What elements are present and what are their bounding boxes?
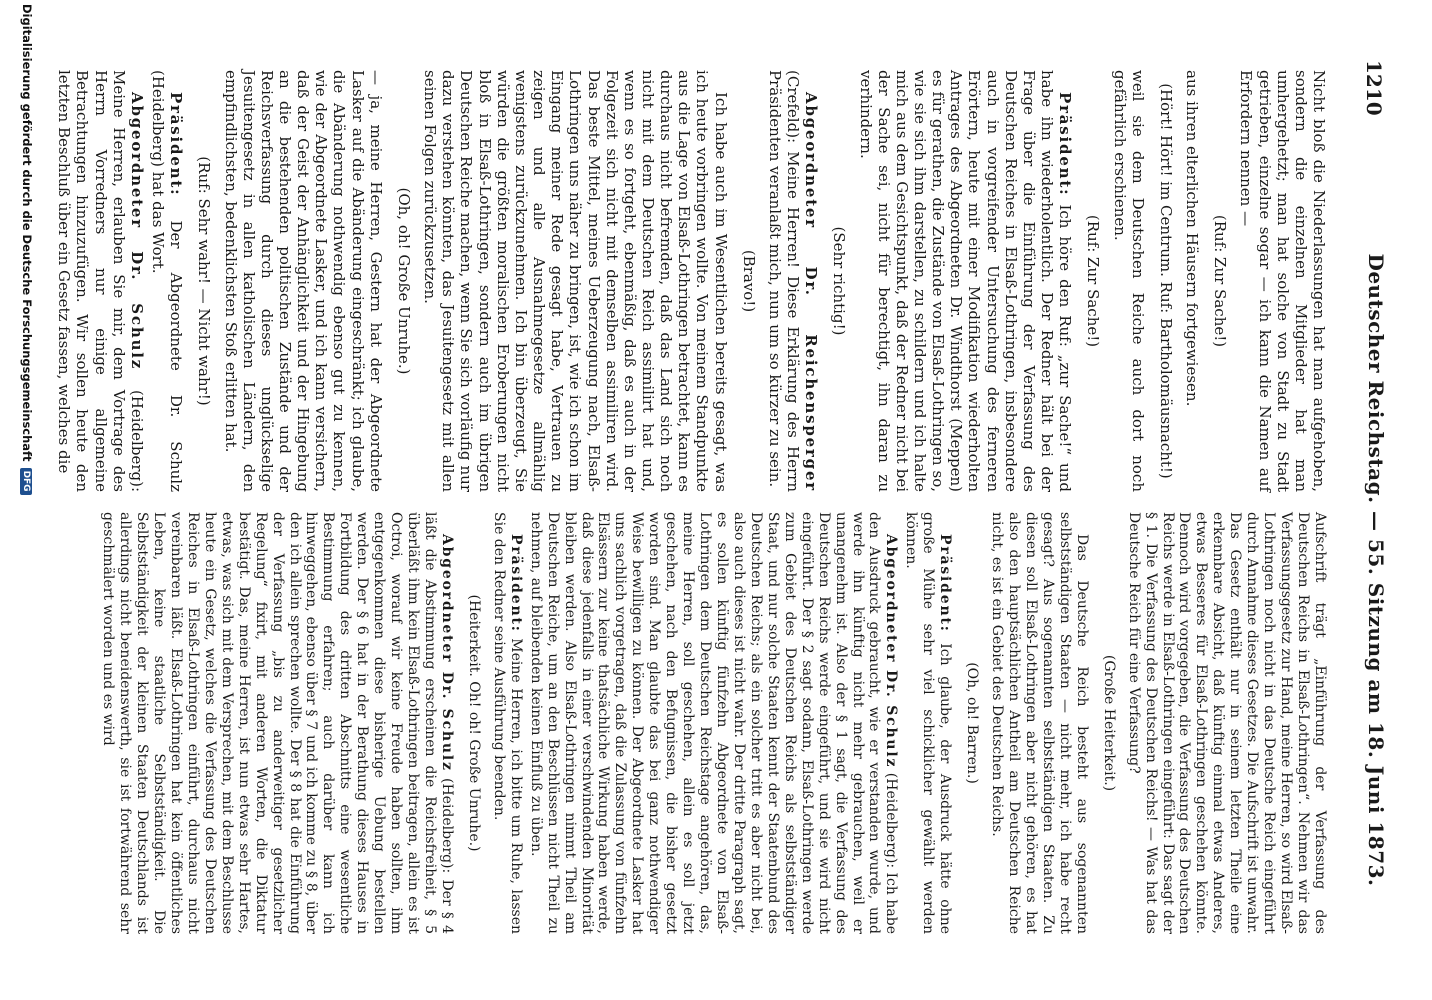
speaker-name: Präsident: <box>937 534 954 633</box>
speech-paragraph <box>149 70 185 492</box>
interjection: (Ruf: Zur Sache!) <box>1211 214 1230 348</box>
speech-text: (Heidelberg): Meine Herren, erlauben Sie mir, dem Vortrage des Herrn Vorredners nur einige allgemeine Betrachtungen hinzuzufügen. Wir sollen heute den letzten Beschluß über ein Gesetz fassen, welches die <box>55 70 146 492</box>
speech-text: Ich höre den Ruf: „zur Sache!“ und habe ihn wiederholentlich. Der Redner hält bei der Frage über die Einführung der Verfassung des Deutschen Reiches in Elsaß-Lothringen, insbesondere auch in vorgreifender Untersuchung des ferneren Erörtern, heute mit einer Modifikation wiederholten Antrages des Abgeordneten Dr. Windthorst (Meppen) es für gerathen, die Zustände von Elsaß-Lothringen so, wie sie sich ihm darstellen, zu schildern und ich halte mich aus dem Gesichtspunkt, daß der Redner nicht bei der Sache sei, nicht für berechtigt, ihn daran zu verhindern. <box>856 70 1075 492</box>
interjection: (Ruf: Sehr wahr! — Nicht wahr!) <box>195 156 214 406</box>
interjection: (Ruf: Zur Sache!) <box>1084 214 1103 348</box>
page-number: 1210 <box>1362 60 1386 116</box>
digitization-credit <box>12 0 34 1000</box>
text-paragraph: Aufschrift trägt „Einführung der Verfassung des Deutschen Reichs in Elsaß-Lothringen“. Nehmen wir das Verfassungsgesetz zur Hand, meine Herren, so wird Elsaß-Lothringen noch nicht in das Deutsche Reich eingeführt durch Annahme dieses Gesetzes. Die Aufschrift ist unwahr. Das Gesetz enthält nur in seinem letzten Theile eine erkennbare Absicht, daß künftig einmal etwas Anderes, etwas Besseres für Elsaß-Lothringen geschehen könnte. Dennoch wird vorgegeben, die Verfassung des Deutschen Reichs werde in Elsaß-Lothringen eingeführt: Das sagt der § 1. Die Verfassung des Deutschen Reichs! — Was hat das Deutsche Reich für eine Verfassung? <box>1125 512 1328 934</box>
speech-text: Meine Herren, ich bitte um Ruhe, lassen Sie den Redner seine Ausführung beenden. <box>490 512 524 935</box>
speech-paragraph <box>902 512 953 934</box>
speech-text: Ich glaube, der Ausdruck hätte ohne große Mühe sehr viel schicklicher gewählt werden können. <box>903 512 954 934</box>
page-header <box>1356 60 1392 960</box>
interjection: (Oh, oh! Große Unruhe.) <box>394 187 413 375</box>
running-head: Deutscher Reichstag. — 55. Sitzung am 18. Juni 1873. <box>1364 253 1388 887</box>
speech-paragraph <box>527 512 900 934</box>
interjection: (Große Heiterkeit.) <box>1100 654 1117 792</box>
speech-text: Der Abgeordnete Dr. Schulz (Heidelberg) hat das Wort. <box>149 70 186 492</box>
speech-paragraph <box>856 70 1074 492</box>
interjection: (Heiterkeit. Oh! oh! Große Unruhe.) <box>465 594 482 852</box>
text-paragraph: weil sie dem Deutschen Reiche auch dort noch gefährlich erschienen. <box>1110 70 1147 492</box>
speaker-name: Präsident: <box>507 534 524 633</box>
speaker-name: Abgeordneter Dr. Schulz <box>883 534 900 769</box>
speech-paragraph <box>99 512 455 934</box>
interjection: (Sehr richtig!) <box>830 226 849 336</box>
speech-text: (Crefeld): Meine Herren! Diese Erklärung des Herrn Präsidenten veranlaßt mich, nun um so kürzer zu sein. <box>765 70 803 492</box>
text-paragraph: Ich habe auch im Wesentlichen bereits gesagt, was ich heute vorbringen wollte. Von meinem Standpunkte aus die Lage von Elsaß-Lothringen betrachtet, kann es durchaus nicht befremden, daß das Land sich noch nicht mit dem Deutschen Reich assimilirt hat und, wenn es so fortgeht, ebenmäßig, daß es auch in der Folgezeit sich nicht mit demselben assimiliren wird. Das beste Mittel, meines Ueberzeugung nach, Elsaß-Lothringen uns näher zu bringen, ist, wie ich schon im Eingang meiner Rede gesagt habe, Vertrauen zu zeigen und alle Ausnahmegesetze allmählig wenigstens zurückzunehmen. Ich bin überzeugt, Sie würden die größten moralischen Eroberungen nicht bloß in Elsaß-Lothringen, sondern auch im übrigen Deutschen Reiche machen, wenn Sie sich vorläufig nur dazu verstehen könnten, das Jesuitengesetz mit allen seinen Folgen zurückzusetzen. <box>421 70 730 492</box>
interjection: (Bravo!) <box>739 249 758 313</box>
speaker-name: Abgeordneter Dr. Reichensperger <box>802 92 821 492</box>
right-column <box>96 512 1328 934</box>
speech-paragraph <box>490 512 524 934</box>
text-paragraph: aus ihren elterlichen Häusern fortgewiesen. <box>1183 70 1202 407</box>
left-column <box>52 70 1328 492</box>
speaker-name: Präsident: <box>1056 92 1075 197</box>
text-paragraph: — ja, meine Herren, Gestern hat der Abgeordnete Lasker auf die Abänderung eingeschränkt; ich glaube, die Abänderung nothwendig ebenso gut zu kennen, wie der Abgeordnete Lasker, und ich kann versichern, daß der Geist der Anhänglichkeit und der Hingebung an die bestehenden politischen Zustände und der Reichsverfassung durch dieses unglückselige Jesuitengesetz in allen katholischen Ländern, den empfindlichsten, bedenklichsten Stoß erlitten hat. <box>221 70 385 492</box>
speech-text: (Heidelberg): Ich habe den Ausdruck gebraucht, wie er verstanden wurde, und werde ihn künftig nicht mehr gebrauchen, weil er unangenehm ist. Also der § 1 sagt, die Verfassung des Deutschen Reichs werde eingeführt, und sie wird nicht eingeführt. Der § 2 sagt sodann, Elsaß-Lothringen werde zum Gebiet des Deutschen Reichs als selbstständiger Staat, und nur solche Staaten kennt der Staatenbund des Deutschen Reichs; als ein solcher tritt es aber nicht bei, also auch dieses ist nicht wahr. Der dritte Paragraph sagt, es sollen künftig fünfzehn Abgeordnete von Elsaß-Lothringen dem Deutschen Reichstage angehören, das, meine Herren, soll geschehen, allein es soll jetzt geschehen, nach den Befugnissen, die bisher gesetzt worden sind. Man glaubte das bei ganz nothwendiger Weise bewilligen zu können. Der Abgeordnete Lasker hat uns sachlich vorgetragen, daß die Zulassung von fünfzehn Elsässern zur keine thatsächliche Wirkung haben werde, daß diese jedenfalls in einer verschwindenden Minorität bleiben werden. Also Elsaß-Lothringen nimmt Theil am Deutschen Reiche, um an den Beschlüssen nicht Theil zu nehmen, auf bleibenden keinen Einfluß zu üben. <box>527 512 900 935</box>
speech-paragraph <box>766 70 820 492</box>
credit-text: Digitalisierung gefördert durch die Deutsche Forschungsgemeinschaft <box>20 4 34 462</box>
interjection: (Hört! Hört! im Centrum. Ruf: Bartholomäusnacht!) <box>1156 83 1175 479</box>
dfg-logo: DFG <box>20 468 32 495</box>
text-paragraph: Nicht bloß die Niederlassungen hat man aufgehoben, sondern die einzelnen Mitglieder hat man umhergehetzt; man hat solche von Stadt zu Stadt getrieben, einzelne sogar — ich kann die Namen auf Erfordern nennen — <box>1237 70 1328 492</box>
speaker-name: Abgeordneter Dr. Schulz <box>127 92 146 371</box>
speech-paragraph <box>55 70 146 492</box>
speaker-name: Abgeordneter Dr. Schulz <box>439 534 455 772</box>
speaker-name: Präsident: <box>167 92 186 197</box>
interjection: (Oh, oh! Barren.) <box>964 662 981 784</box>
text-paragraph: Das Deutsche Reich besteht aus sogenannten selbstständigen Staaten — nicht mehr, ich habe recht gesagt? Aus sogenannten selbstständigen Staaten. Zu diesen soll Elsaß-Lothringen aber nicht gehören, es hat also den hauptsächlichen Antheil am Deutschen Reiche nicht, es ist ein Gebiet des Deutschen Reichs. <box>989 512 1090 934</box>
speech-text: (Heidelberg): Der § 4 läßt die Abstimmung erscheinen die Reichsfreiheit, § 5 überläßt ihm kein Elsaß-Lothringen beitragen, allein es ist Octroi, worauf wir keine Freude haben sollten, ihm entgegenkommen diese bisherige Uebung bestellen werden. Der § 6 hat in der Berathung dieses Hauses in Fortbildung des dritten Abschnitts eine wesentliche Bestimmung erfahren; auch darüber kann ich hinweggehen, ebenso über § 7 und ich komme zu § 8, über den ich allein sprechen wollte. Der § 8 hat die Einführung der Verfassung „bis zu anderweitiger gesetzlicher Regelung“ fixirt, mit anderen Worten, die Diktatur bestätigt. Das, meine Herren, ist nun etwas sehr Hartes, etwas, was sich mit dem Versprechen, mit dem Beschlusse heute ein Gesetz, welches die Verfassung des Deutschen Reiches in Elsaß-Lothringen einführt, durchaus nicht vereinbaren läßt. Elsaß-Lothringen hat kein öffentliches Leben, keine staatliche Selbstständigkeit. Die Selbstständigkeit der kleinen Staaten Deutschlands ist allerdings nicht beneidenswerth, sie ist fortwährend sehr geschmälert worden und es wird <box>100 512 455 935</box>
